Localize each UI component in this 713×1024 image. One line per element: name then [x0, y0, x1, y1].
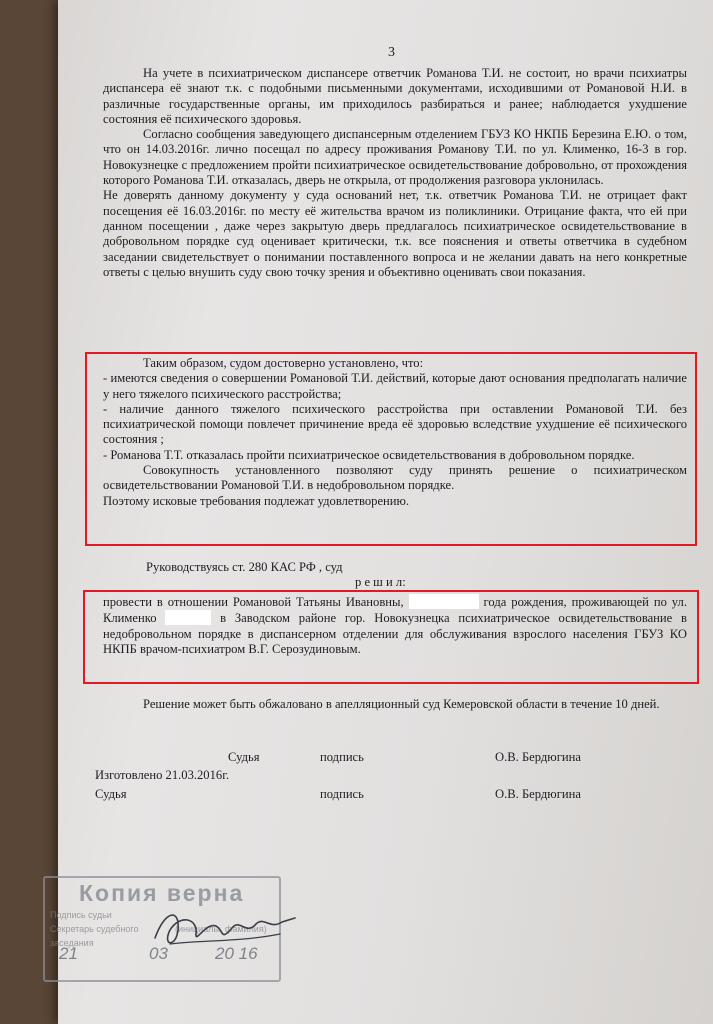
- stamp-day: 21: [59, 944, 78, 963]
- established-intro: Таким образом, судом достоверно установлено, что:: [143, 356, 424, 370]
- paragraph-report: Согласно сообщения заведующего диспансерным отделением ГБУЗ КО НКПБ Березина Е.Ю. о том, что он 14.03.2016г. лично посещал по адресу проживания Романову Т.И. по ул. Клименко, 16-3 в гор. Новокузнецке с предложением пройти психиатрическое освидетельствование добровольно, от прохождения которого Романова Т.И. отказалась, дверь не открыла, от продолжения разговора уклонилась.: [103, 127, 687, 188]
- signature-word: подпись: [320, 787, 364, 801]
- stamp-title: Копия верна: [79, 880, 245, 906]
- stamp-line: Подпись судьи: [50, 910, 112, 920]
- established-item: - наличие данного тяжелого психического расстройства при оставлении Романовой Т.И. без психиатрической помощи повлечет причинение вреда её здоровью вследствие ухудшение её психического состояния ;: [103, 401, 687, 447]
- appeal-block: [103, 697, 687, 712]
- guided-text: Руководствуясь ст. 280 КАС РФ , суд: [146, 560, 343, 574]
- signature-word: подпись: [320, 750, 364, 764]
- redacted-address: [165, 610, 211, 625]
- established-block: [103, 356, 687, 509]
- established-conclusion: Поэтому исковые требования подлежат удовлетворению.: [103, 493, 410, 508]
- stamp-line: Секретарь судебного: [50, 924, 139, 934]
- decided-heading: р е ш и л:: [355, 575, 406, 589]
- established-item: - Романова Т.Т. отказалась пройти психиатрическое освидетельствования в добровольном порядке.: [103, 447, 635, 462]
- established-summary: Совокупность установленного позволяют суду принять решение о психиатрическом освидетельствовании Романовой Т.И. в недобровольном порядке.: [103, 463, 687, 493]
- appeal-text: Решение может быть обжаловано в апелляционный суд Кемеровской области в течение 10 дней.: [143, 697, 660, 711]
- paragraph-registration: На учете в психиатрическом диспансере ответчик Романова Т.И. не состоит, но врачи психиатры диспансера её знают т.к. с подобными письменными документами, исходившими от Романовой Н.И. в различные государственные органы, им приходилось разбираться и ранее; наблюдается ухудшение состояния её психического здоровья.: [103, 66, 687, 126]
- made-on-date: Изготовлено 21.03.2016г.: [95, 768, 230, 782]
- handwritten-signature: [150, 900, 300, 960]
- decision-block: [103, 594, 687, 657]
- paragraph-assessment: Не доверять данному документу у суда оснований нет, т.к. ответчик Романова Т.И. не отрицает факт посещения её 16.03.2016г. по месту её жительства врачом из поликлиники. Отрицание факта, что ей при данном посещении , даже через закрытую дверь предлагалось психиатрическое освидетельствование в добровольном порядке суд оценивает критически, т.к. все пояснения и ответы ответчика в судебном заседании свидетельствует о понимании поставленного вопроса и не желании давать на него конкретные ответы с целью внушить суду свою точку зрения и объективно оценивать свои показания.: [103, 188, 687, 279]
- judge-name: О.В. Бердюгина: [495, 750, 581, 764]
- stamp-line: заседания: [50, 938, 94, 948]
- stamp-year: 20 16: [215, 944, 258, 963]
- decision-text: провести в отношении Романовой Татьяны Ивановны, года рождения, проживающей по ул. Клименко в Заводском районе гор. Новокузнецка психиатрическое освидетельствование в недобровольном порядке в диспансерном отделении для обслуживания взрослого населения ГБУЗ КО НКПБ врачом-психиатром В.Г. Серозудиновым.: [103, 595, 687, 656]
- judge-label: Судья: [228, 750, 260, 764]
- body-text-top: [103, 66, 687, 280]
- judge-name: О.В. Бердюгина: [495, 787, 581, 801]
- judge-label: Судья: [95, 787, 127, 801]
- stamp-line: (инициалы, фамилия): [175, 924, 267, 934]
- stamp-month: 03: [149, 944, 168, 963]
- page-number: 3: [388, 45, 395, 60]
- redacted-birth-year: [409, 594, 479, 609]
- established-item: - имеются сведения о совершении Романовой Т.И. действий, которые дают основания предполагать наличие у него тяжелого психического расстройства;: [103, 371, 687, 401]
